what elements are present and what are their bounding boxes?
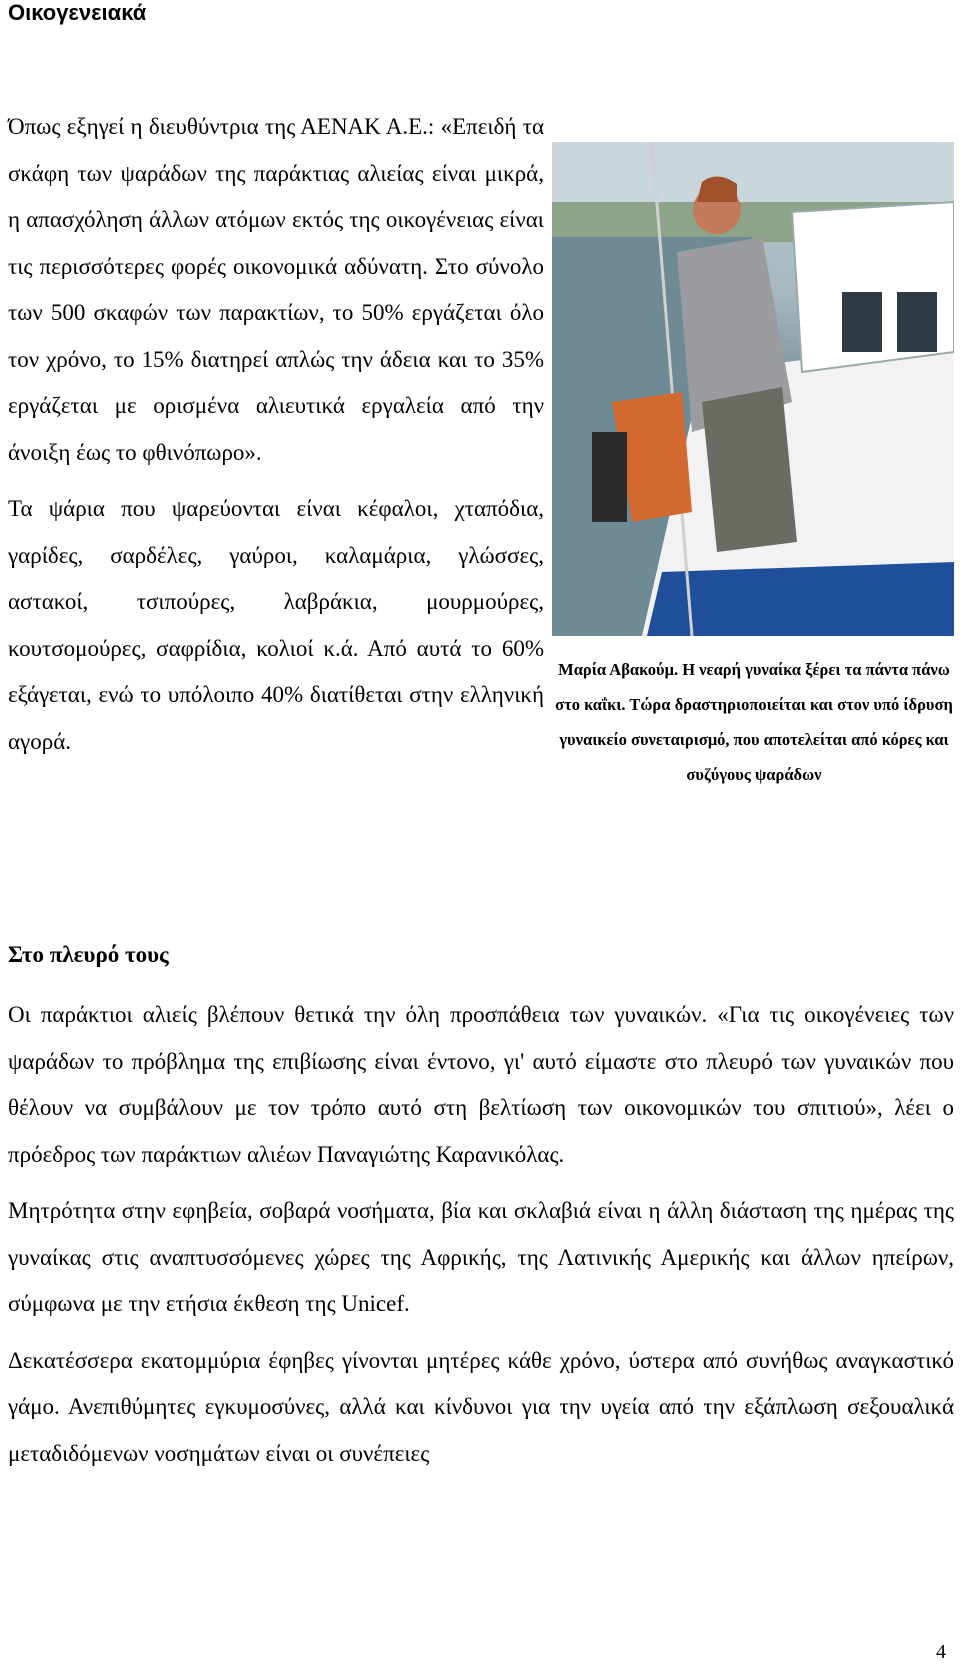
photo-caption: Μαρία Αβακούμ. Η νεαρή γυναίκα ξέρει τα πάντα πάνω στο καΐκι. Τώρα δραστηριοποιείται και στον υπό ίδρυση γυναικείο συνεταιρισμό, που αποτελείται από κόρες και συζύγους ψαράδων: [555, 660, 953, 784]
paragraph-unicef-report: Μητρότητα στην εφηβεία, σοβαρά νοσήματα, βία και σκλαβιά είναι η άλλη διάσταση της ημέρας της γυναίκας στις αναπτυσσόμενες χώρες της Αφρικής, της Λατινικής Αμερικής και άλλων ηπείρων, σύμφωνα με την ετήσια έκθεση της Unicef.: [8, 1198, 954, 1316]
photo-woman-on-boat: [552, 142, 954, 636]
page-number: 4: [936, 1641, 946, 1663]
paragraph-director-quote: Όπως εξηγεί η διευθύντρια της ΑΕΝΑΚ Α.Ε.: «Επειδή τα σκάφη των ψαράδων της παράκτιας αλιείας είναι μικρά, η απασχόληση άλλων ατόμων εκτός της οικογένειας είναι τις περισσότερες φορές οικονομικά αδύνατη. Στο σύνολο των 500 σκαφών των παρακτίων, το 50% εργάζεται όλο τον χρόνο, το 15% διατηρεί απλώς την άδεια και το 35% εργάζεται με ορισμένα αλιευτικά εργαλεία από την άνοιξη έως το φθινόπωρο».: [8, 114, 544, 465]
full-width-body: [8, 992, 954, 1477]
section-title: Στο πλευρό τους: [8, 942, 169, 967]
page-title: Οικογενειακά: [8, 0, 147, 25]
paragraph-fish-types: Τα ψάρια που ψαρεύονται είναι κέφαλοι, χταπόδια, γαρίδες, σαρδέλες, γαύροι, καλαμάρια, γλώσσες, αστακοί, τσιπούρες, λαβράκια, μουρμούρες, κουτσομούρες, σαφρίδια, κολιοί κ.ά. Από αυτά το 60% εξάγεται, ενώ το υπόλοιπο 40% διατίθεται στην ελληνική αγορά.: [8, 496, 544, 754]
left-column: [8, 104, 544, 765]
photo-illustration: [552, 142, 954, 636]
paragraph-teen-mothers: Δεκατέσσερα εκατομμύρια έφηβες γίνονται μητέρες κάθε χρόνο, ύστερα από συνήθως αναγκαστικό γάμο. Ανεπιθύμητες εγκυμοσύνες, αλλά και κίνδυνοι για την υγεία από την εξάπλωση σεξουαλικά μεταδιδόμενων νοσημάτων είναι οι συνέπειες: [8, 1347, 954, 1466]
paragraph-fishermen-support: Οι παράκτιοι αλιείς βλέπουν θετικά την όλη προσπάθεια των γυναικών. «Για τις οικογένειες των ψαράδων το πρόβλημα της επιβίωσης είναι έντονο, γι' αυτό είμαστε στο πλευρό των γυναικών που θέλουν να συμβάλουν με τον τρόπο αυτό στη βελτίωση των οικονομικών του σπιτιού», λέει ο πρόεδρος των παράκτιων αλιέων Παναγιώτης Καρανικόλας.: [8, 1002, 954, 1167]
